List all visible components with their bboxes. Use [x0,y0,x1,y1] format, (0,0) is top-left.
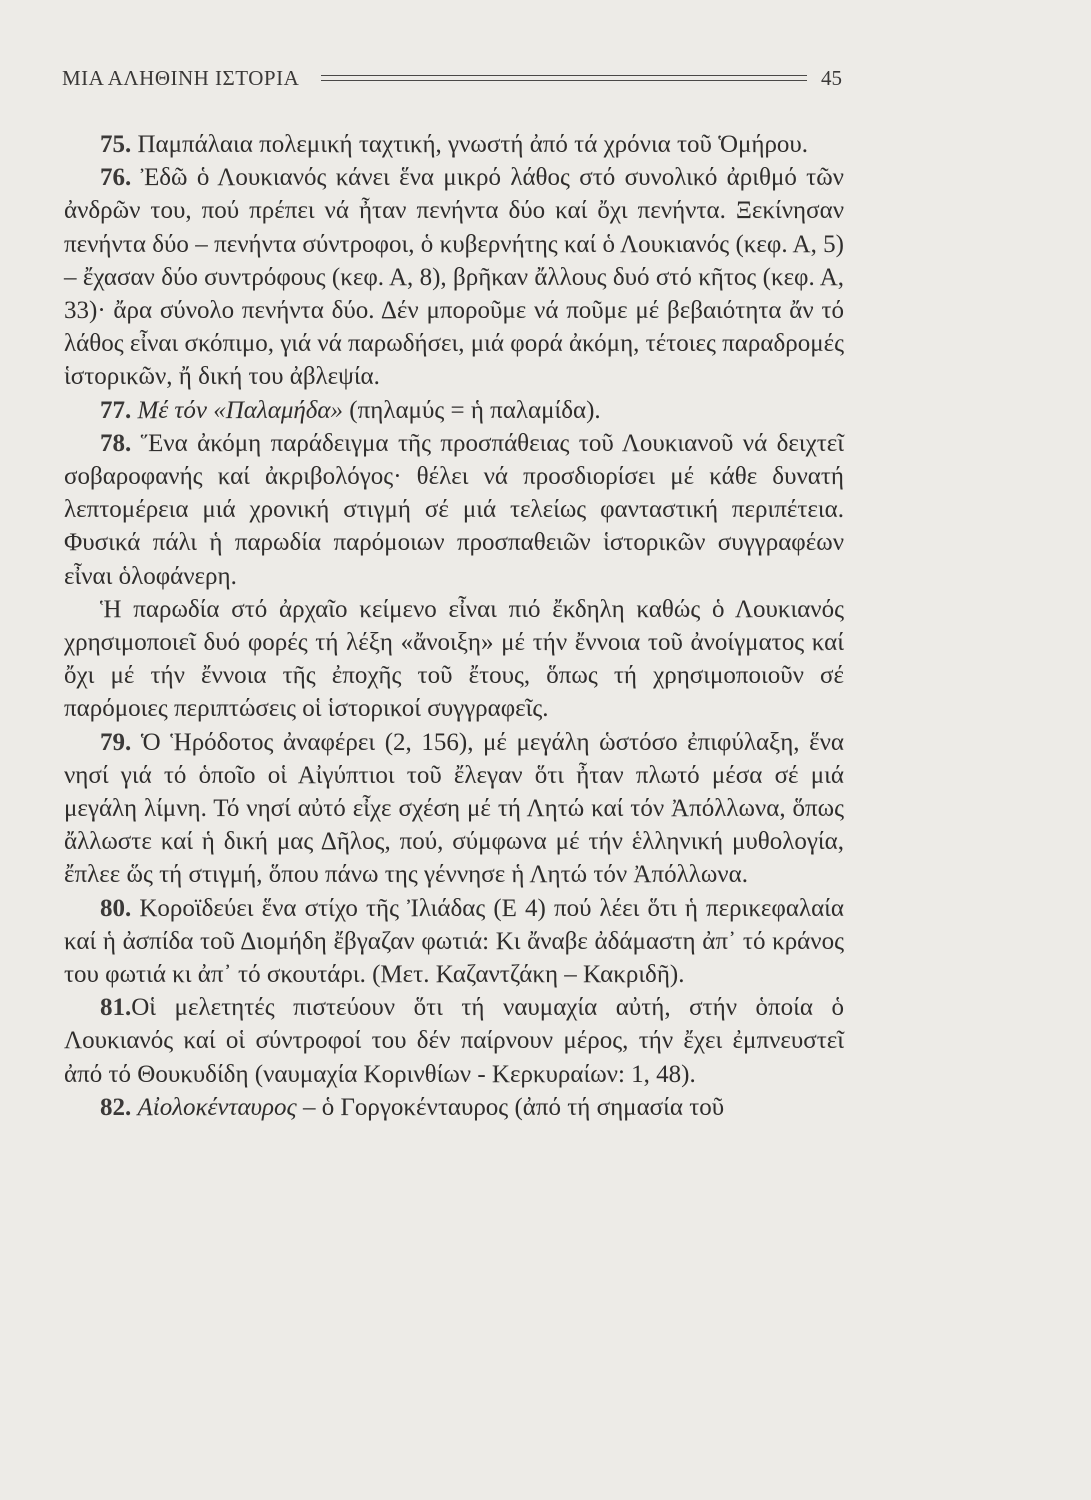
note-italic-term: Μέ τόν «Παλαμήδα» [137,396,344,424]
note-77 [64,394,844,427]
note-76 [64,161,844,393]
note-text: (πηλαμύς = ἡ παλαμίδα). [343,396,601,424]
note-number: 80. [100,894,132,922]
note-75 [64,128,844,161]
note-81 [64,991,844,1091]
note-text: Ἐδῶ ὁ Λουκιανός κάνει ἕνα μικρό λάθος στό συνολικό ἀριθμό τῶν ἀνδρῶν του, πού πρέπει νά ἦταν πενήντα δύο καί ὄχι πενήντα. Ξεκίνησαν πενήντα δύο – πενήντα σύντροφοι, ὁ κυβερνήτης καί ὁ Λουκιανός (κεφ. Α, 5) – ἔχασαν δύο συντρόφους (κεφ. Α, 8), βρῆκαν ἄλλους δυό στό κῆτος (κεφ. Α, 33)· ἄρα σύνολο πενήντα δύο. Δέν μποροῦμε νά ποῦμε μέ βεβαιότητα ἄν τό λάθος εἶναι σκόπιμο, γιά νά παρωδήσει, μιά φορά ἀκόμη, τέτοιες παραδρομές ἱστορικῶν, ἤ δική του ἀβλεψία. [64,164,844,391]
note-number: 77. [100,396,132,424]
note-78 [64,427,844,593]
endnotes-body [64,128,844,1124]
note-text: Κοροϊδεύει ἕνα στίχο τῆς Ἰλιάδας (Ε 4) πού λέει ὅτι ἡ περικεφαλαία καί ἡ ἀσπίδα τοῦ Διομήδη ἔβγαζαν φωτιά: Κι ἄναβε ἀδάμαστη ἀπ᾽ τό κράνος του φωτιά κι ἀπ᾽ τό σκουτάρι. (Μετ. Καζαντζάκη – Κακριδῆ). [64,894,844,989]
note-78-continuation [64,593,844,726]
header-double-rule [321,75,807,81]
note-text: Ἡ παρωδία στό ἀρχαῖο κείμενο εἶναι πιό ἔκδηλη καθώς ὁ Λουκιανός χρησιμοποιεῖ δυό φορές τή λέξη «ἄνοιξη» μέ τήν ἔννοια τοῦ ἀνοίγματος καί ὄχι μέ τήν ἔννοια τῆς ἐποχῆς τοῦ ἔτους, ὅπως τή χρησιμοποιοῦν σέ παρόμοιες περιπτώσεις οἱ ἱστορικοί συγγραφεῖς. [64,595,844,723]
note-number: 78. [100,429,132,457]
note-italic-term: Αἰολοκένταυρος [137,1093,297,1121]
note-text: Οἱ μελετητές πιστεύουν ὅτι τή ναυμαχία αὐτή, στήν ὁποία ὁ Λουκιανός καί οἱ σύντροφοί του δέν παίρνουν μέρος, τήν ἔχει ἐμπνευστεῖ ἀπό τό Θουκυδίδη (ναυμαχία Κορινθίων - Κερκυραίων: 1, 48). [64,994,844,1088]
note-text: Ὁ Ἡρόδοτος ἀναφέρει (2, 156), μέ μεγάλη ὡστόσο ἐπιφύλαξη, ἕνα νησί γιά τό ὁποῖο οἱ Αἰγύπτιοι τοῦ ἔλεγαν ὅτι ἦταν πλωτό μέσα σέ μιά μεγάλη λίμνη. Τό νησί αὐτό εἶχε σχέση μέ τή Λητώ καί τόν Ἀπόλλωνα, ὅπως ἄλλωστε καί ἡ δική μας Δῆλος, πού, σύμφωνα μέ τήν ἑλληνική μυθολογία, ἔπλεε ὥς τή στιγμή, ὅπου πάνω της γέννησε ἡ Λητώ τόν Ἀπόλλωνα. [64,728,845,889]
note-number: 81. [100,994,132,1022]
note-text: Ἕνα ἀκόμη παράδειγμα τῆς προσπάθειας τοῦ Λουκιανοῦ νά δειχτεῖ σοβαροφανής καί ἀκριβολόγος· θέλει νά προσδιορίσει μέ κάθε δυνατή λεπτομέρεια μιά χρονική στιγμή σέ μιά τελείως φανταστική περιπέτεια. Φυσικά πάλι ἡ παρωδία παρόμοιων προσπαθειῶν ἱστορικῶν συγγραφέων εἶναι ὁλοφάνερη. [64,429,845,590]
note-number: 79. [100,728,132,756]
note-80 [64,892,844,992]
note-number: 75. [100,131,132,158]
note-79 [64,726,844,892]
note-text: – ὁ Γοργοκένταυρος (ἀπό τή σημασία τοῦ [296,1093,725,1121]
note-number: 82. [100,1093,132,1121]
note-number: 76. [100,164,132,192]
note-82 [64,1091,844,1124]
running-header [62,60,842,96]
header-title: ΜΙΑ ΑΛΗΘΙΝΗ ΙΣΤΟΡΙΑ [62,65,300,90]
page-number: 45 [821,65,842,90]
note-text: Παμπάλαια πολεμική ταχτική, γνωστή ἀπό τά χρόνια τοῦ Ὁμήρου. [137,131,809,158]
